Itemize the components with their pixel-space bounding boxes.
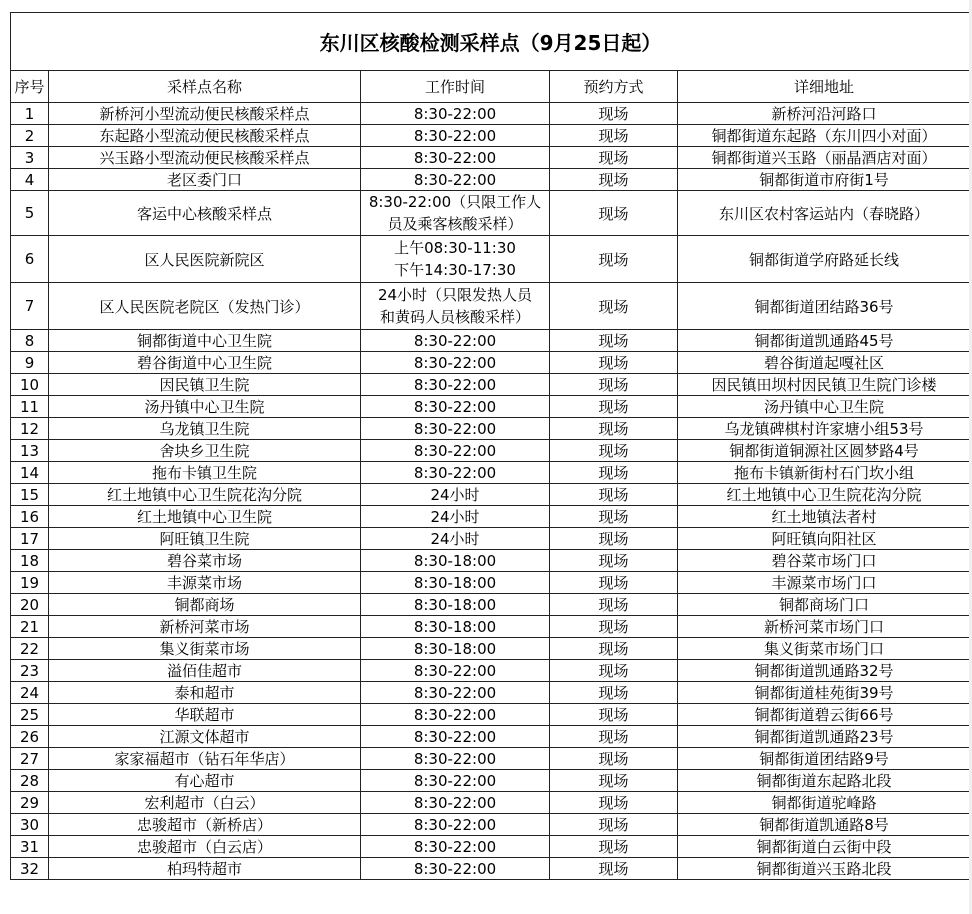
hours-line: 8:30-22:00 bbox=[413, 463, 497, 482]
cell-hours[interactable] bbox=[361, 125, 550, 147]
hours-line: 24小时（只限发热人员 bbox=[377, 286, 533, 304]
cell-booking[interactable]: 现场 bbox=[550, 748, 678, 770]
table-row bbox=[11, 236, 971, 283]
cell-no[interactable]: 13 bbox=[11, 440, 49, 462]
table-row bbox=[11, 330, 971, 352]
hours-line: 8:30-22:00 bbox=[413, 104, 497, 123]
table-row bbox=[11, 528, 971, 550]
cell-no[interactable]: 21 bbox=[11, 616, 49, 638]
cell-address[interactable]: 铜都街道团结路36号 bbox=[678, 283, 971, 330]
cell-address[interactable]: 集义街菜市场门口 bbox=[678, 638, 971, 660]
cell-booking[interactable]: 现场 bbox=[550, 638, 678, 660]
table-row bbox=[11, 283, 971, 330]
cell-address[interactable]: 铜都街道市府街1号 bbox=[678, 169, 971, 191]
cell-hours[interactable] bbox=[361, 169, 550, 191]
hours-line: 8:30-22:00 bbox=[413, 771, 497, 790]
table-row bbox=[11, 374, 971, 396]
cell-hours[interactable] bbox=[361, 748, 550, 770]
hours-line: 员及乘客核酸采样） bbox=[387, 215, 523, 233]
cell-booking[interactable]: 现场 bbox=[550, 462, 678, 484]
cell-hours[interactable] bbox=[361, 330, 550, 352]
cell-address[interactable]: 乌龙镇碑棋村许家塘小组53号 bbox=[678, 418, 971, 440]
cell-site-name[interactable]: 柏玛特超市 bbox=[49, 858, 361, 880]
cell-address[interactable]: 铜都街道碧云街66号 bbox=[678, 704, 971, 726]
cell-site-name[interactable]: 集义街菜市场 bbox=[49, 638, 361, 660]
table-row bbox=[11, 418, 971, 440]
cell-site-name[interactable]: 铜都街道中心卫生院 bbox=[49, 330, 361, 352]
hours-line: 8:30-22:00 bbox=[413, 353, 497, 372]
cell-no[interactable]: 6 bbox=[11, 236, 49, 283]
hours-line: 24小时 bbox=[430, 486, 480, 504]
cell-site-name[interactable]: 铜都商场 bbox=[49, 594, 361, 616]
cell-no[interactable]: 9 bbox=[11, 352, 49, 374]
cell-booking[interactable]: 现场 bbox=[550, 236, 678, 283]
cell-booking[interactable]: 现场 bbox=[550, 726, 678, 748]
cell-site-name[interactable]: 宏利超市（白云） bbox=[49, 792, 361, 814]
cell-hours[interactable] bbox=[361, 594, 550, 616]
cell-address[interactable]: 丰源菜市场门口 bbox=[678, 572, 971, 594]
cell-address[interactable]: 铜都商场门口 bbox=[678, 594, 971, 616]
cell-booking[interactable]: 现场 bbox=[550, 704, 678, 726]
cell-address[interactable]: 铜都街道凯通路32号 bbox=[678, 660, 971, 682]
cell-address[interactable]: 碧谷街道起嘎社区 bbox=[678, 352, 971, 374]
table-row bbox=[11, 125, 971, 147]
sampling-sites-table bbox=[10, 12, 971, 880]
cell-address[interactable]: 铜都街道桂苑街39号 bbox=[678, 682, 971, 704]
cell-no[interactable]: 11 bbox=[11, 396, 49, 418]
cell-hours[interactable] bbox=[361, 352, 550, 374]
cell-booking[interactable]: 现场 bbox=[550, 440, 678, 462]
hours-line: 8:30-18:00 bbox=[413, 551, 497, 570]
cell-site-name[interactable]: 客运中心核酸采样点 bbox=[49, 191, 361, 236]
cell-booking[interactable]: 现场 bbox=[550, 572, 678, 594]
cell-hours[interactable] bbox=[361, 836, 550, 858]
cell-no[interactable]: 2 bbox=[11, 125, 49, 147]
cell-hours[interactable] bbox=[361, 191, 550, 236]
cell-address[interactable]: 铜都街道铜源社区圆梦路4号 bbox=[678, 440, 971, 462]
cell-booking[interactable]: 现场 bbox=[550, 125, 678, 147]
hours-line: 8:30-22:00 bbox=[413, 749, 497, 768]
hours-line: 8:30-22:00 bbox=[413, 793, 497, 812]
cell-booking[interactable]: 现场 bbox=[550, 836, 678, 858]
cell-booking[interactable]: 现场 bbox=[550, 103, 678, 125]
cell-booking[interactable]: 现场 bbox=[550, 770, 678, 792]
cell-site-name[interactable]: 忠骏超市（新桥店） bbox=[49, 814, 361, 836]
cell-hours[interactable] bbox=[361, 638, 550, 660]
cell-address[interactable]: 新桥河菜市场门口 bbox=[678, 616, 971, 638]
hours-line: 8:30-22:00 bbox=[413, 705, 497, 724]
cell-booking[interactable]: 现场 bbox=[550, 616, 678, 638]
row-header-strip bbox=[0, 0, 10, 914]
cell-no[interactable]: 14 bbox=[11, 462, 49, 484]
cell-no[interactable]: 26 bbox=[11, 726, 49, 748]
table-row bbox=[11, 814, 971, 836]
table-row bbox=[11, 506, 971, 528]
cell-no[interactable]: 25 bbox=[11, 704, 49, 726]
cell-no[interactable]: 4 bbox=[11, 169, 49, 191]
table-row bbox=[11, 147, 971, 169]
cell-hours[interactable] bbox=[361, 726, 550, 748]
hours-line: 8:30-22:00 bbox=[413, 683, 497, 702]
cell-site-name[interactable]: 因民镇卫生院 bbox=[49, 374, 361, 396]
hours-line: 8:30-22:00 bbox=[413, 859, 497, 878]
table-row bbox=[11, 616, 971, 638]
cell-booking[interactable]: 现场 bbox=[550, 147, 678, 169]
cell-no[interactable]: 15 bbox=[11, 484, 49, 506]
cell-no[interactable]: 19 bbox=[11, 572, 49, 594]
cell-site-name[interactable]: 老区委门口 bbox=[49, 169, 361, 191]
cell-hours[interactable] bbox=[361, 506, 550, 528]
cell-site-name[interactable]: 东起路小型流动便民核酸采样点 bbox=[49, 125, 361, 147]
cell-no[interactable]: 18 bbox=[11, 550, 49, 572]
cell-hours[interactable] bbox=[361, 440, 550, 462]
cell-hours[interactable] bbox=[361, 704, 550, 726]
cell-address[interactable]: 因民镇田坝村因民镇卫生院门诊楼 bbox=[678, 374, 971, 396]
cell-hours[interactable] bbox=[361, 528, 550, 550]
cell-booking[interactable]: 现场 bbox=[550, 506, 678, 528]
table-row bbox=[11, 660, 971, 682]
cell-site-name[interactable]: 华联超市 bbox=[49, 704, 361, 726]
cell-hours[interactable] bbox=[361, 792, 550, 814]
hours-line: 8:30-22:00 bbox=[413, 375, 497, 394]
hours-line: 8:30-22:00（只限工作人 bbox=[368, 193, 542, 211]
cell-no[interactable]: 23 bbox=[11, 660, 49, 682]
cell-no[interactable]: 27 bbox=[11, 748, 49, 770]
hours-line: 下午14:30-17:30 bbox=[394, 261, 516, 279]
cell-no[interactable]: 17 bbox=[11, 528, 49, 550]
table-row bbox=[11, 858, 971, 880]
cell-booking[interactable]: 现场 bbox=[550, 550, 678, 572]
hours-line: 8:30-22:00 bbox=[413, 148, 497, 167]
cell-site-name[interactable]: 拖布卡镇卫生院 bbox=[49, 462, 361, 484]
hours-line: 24小时 bbox=[430, 508, 480, 526]
cell-hours[interactable] bbox=[361, 418, 550, 440]
hours-line: 8:30-22:00 bbox=[413, 661, 497, 680]
cell-address[interactable]: 铜都街道团结路9号 bbox=[678, 748, 971, 770]
header-booking[interactable]: 预约方式 bbox=[550, 71, 678, 103]
hours-line: 8:30-18:00 bbox=[413, 595, 497, 614]
table-row bbox=[11, 638, 971, 660]
table-row bbox=[11, 748, 971, 770]
cell-hours[interactable] bbox=[361, 103, 550, 125]
cell-site-name[interactable]: 有心超市 bbox=[49, 770, 361, 792]
hours-line: 8:30-22:00 bbox=[413, 126, 497, 145]
table-row bbox=[11, 792, 971, 814]
cell-no[interactable]: 5 bbox=[11, 191, 49, 236]
cell-booking[interactable]: 现场 bbox=[550, 660, 678, 682]
table-row bbox=[11, 191, 971, 236]
cell-site-name[interactable]: 舍块乡卫生院 bbox=[49, 440, 361, 462]
cell-site-name[interactable]: 区人民医院新院区 bbox=[49, 236, 361, 283]
table-row bbox=[11, 550, 971, 572]
cell-booking[interactable]: 现场 bbox=[550, 682, 678, 704]
cell-booking[interactable]: 现场 bbox=[550, 191, 678, 236]
hours-line: 8:30-22:00 bbox=[413, 727, 497, 746]
hours-line: 24小时 bbox=[430, 530, 480, 548]
cell-booking[interactable]: 现场 bbox=[550, 858, 678, 880]
cell-address[interactable]: 铜都街道凯通路23号 bbox=[678, 726, 971, 748]
cell-site-name[interactable]: 阿旺镇卫生院 bbox=[49, 528, 361, 550]
cell-site-name[interactable]: 江源文体超市 bbox=[49, 726, 361, 748]
cell-address[interactable]: 新桥河沿河路口 bbox=[678, 103, 971, 125]
cell-hours[interactable] bbox=[361, 858, 550, 880]
header-hours[interactable]: 工作时间 bbox=[361, 71, 550, 103]
cell-no[interactable]: 3 bbox=[11, 147, 49, 169]
cell-address[interactable]: 铜都街道兴玉路（丽晶酒店对面） bbox=[678, 147, 971, 169]
hours-line: 8:30-22:00 bbox=[413, 331, 497, 350]
table-row bbox=[11, 103, 971, 125]
header-no[interactable]: 序号 bbox=[11, 71, 49, 103]
cell-site-name[interactable]: 兴玉路小型流动便民核酸采样点 bbox=[49, 147, 361, 169]
cell-no[interactable]: 8 bbox=[11, 330, 49, 352]
cell-no[interactable]: 20 bbox=[11, 594, 49, 616]
cell-booking[interactable]: 现场 bbox=[550, 396, 678, 418]
cell-booking[interactable]: 现场 bbox=[550, 792, 678, 814]
cell-booking[interactable]: 现场 bbox=[550, 283, 678, 330]
table-row bbox=[11, 594, 971, 616]
hours-line: 8:30-22:00 bbox=[413, 170, 497, 189]
cell-hours[interactable] bbox=[361, 462, 550, 484]
table-row bbox=[11, 462, 971, 484]
hours-line: 8:30-18:00 bbox=[413, 617, 497, 636]
table-row bbox=[11, 169, 971, 191]
table-row bbox=[11, 572, 971, 594]
cell-no[interactable]: 31 bbox=[11, 836, 49, 858]
cell-site-name[interactable]: 汤丹镇中心卫生院 bbox=[49, 396, 361, 418]
header-row bbox=[11, 71, 971, 103]
hours-line: 上午08:30-11:30 bbox=[394, 239, 516, 257]
cell-site-name[interactable]: 乌龙镇卫生院 bbox=[49, 418, 361, 440]
cell-address[interactable]: 铜都街道白云街中段 bbox=[678, 836, 971, 858]
table-row bbox=[11, 770, 971, 792]
cell-booking[interactable]: 现场 bbox=[550, 169, 678, 191]
cell-site-name[interactable]: 泰和超市 bbox=[49, 682, 361, 704]
cell-address[interactable]: 铜都街道东起路北段 bbox=[678, 770, 971, 792]
hours-line: 8:30-18:00 bbox=[413, 573, 497, 592]
cell-address[interactable]: 阿旺镇向阳社区 bbox=[678, 528, 971, 550]
cell-hours[interactable] bbox=[361, 660, 550, 682]
cell-hours[interactable] bbox=[361, 396, 550, 418]
cell-address[interactable]: 铜都街道凯通路8号 bbox=[678, 814, 971, 836]
cell-hours[interactable] bbox=[361, 814, 550, 836]
cell-no[interactable]: 30 bbox=[11, 814, 49, 836]
table-row bbox=[11, 484, 971, 506]
cell-no[interactable]: 32 bbox=[11, 858, 49, 880]
cell-address[interactable]: 铜都街道东起路（东川四小对面） bbox=[678, 125, 971, 147]
cell-hours[interactable] bbox=[361, 236, 550, 283]
cell-address[interactable]: 铜都街道驼峰路 bbox=[678, 792, 971, 814]
table-row bbox=[11, 682, 971, 704]
cell-address[interactable]: 东川区农村客运站内（春晓路） bbox=[678, 191, 971, 236]
table-row bbox=[11, 396, 971, 418]
cell-address[interactable]: 红土地镇中心卫生院花沟分院 bbox=[678, 484, 971, 506]
hours-line: 8:30-22:00 bbox=[413, 837, 497, 856]
cell-no[interactable]: 16 bbox=[11, 506, 49, 528]
cell-booking[interactable]: 现场 bbox=[550, 352, 678, 374]
cell-booking[interactable]: 现场 bbox=[550, 594, 678, 616]
cell-site-name[interactable]: 碧谷街道中心卫生院 bbox=[49, 352, 361, 374]
table-title[interactable]: 东川区核酸检测采样点（9月25日起） bbox=[11, 13, 971, 71]
table-row bbox=[11, 704, 971, 726]
cell-no[interactable]: 7 bbox=[11, 283, 49, 330]
table-row bbox=[11, 726, 971, 748]
cell-site-name[interactable]: 红土地镇中心卫生院花沟分院 bbox=[49, 484, 361, 506]
cell-address[interactable]: 汤丹镇中心卫生院 bbox=[678, 396, 971, 418]
cell-booking[interactable]: 现场 bbox=[550, 814, 678, 836]
cell-address[interactable]: 铜都街道兴玉路北段 bbox=[678, 858, 971, 880]
cell-address[interactable]: 铜都街道凯通路45号 bbox=[678, 330, 971, 352]
cell-site-name[interactable]: 红土地镇中心卫生院 bbox=[49, 506, 361, 528]
hours-line: 8:30-22:00 bbox=[413, 419, 497, 438]
cell-hours[interactable] bbox=[361, 374, 550, 396]
cell-site-name[interactable]: 区人民医院老院区（发热门诊） bbox=[49, 283, 361, 330]
cell-address[interactable]: 碧谷菜市场门口 bbox=[678, 550, 971, 572]
cell-site-name[interactable]: 新桥河菜市场 bbox=[49, 616, 361, 638]
table-row bbox=[11, 440, 971, 462]
cell-address[interactable]: 红土地镇法者村 bbox=[678, 506, 971, 528]
cell-booking[interactable]: 现场 bbox=[550, 330, 678, 352]
cell-address[interactable]: 拖布卡镇新街村石门坎小组 bbox=[678, 462, 971, 484]
cell-no[interactable]: 24 bbox=[11, 682, 49, 704]
cell-hours[interactable] bbox=[361, 616, 550, 638]
cell-hours[interactable] bbox=[361, 572, 550, 594]
hours-line: 和黄码人员核酸采样） bbox=[379, 308, 530, 326]
cell-no[interactable]: 22 bbox=[11, 638, 49, 660]
cell-site-name[interactable]: 丰源菜市场 bbox=[49, 572, 361, 594]
header-site-name[interactable]: 采样点名称 bbox=[49, 71, 361, 103]
cell-site-name[interactable]: 碧谷菜市场 bbox=[49, 550, 361, 572]
cell-no[interactable]: 12 bbox=[11, 418, 49, 440]
hours-line: 8:30-22:00 bbox=[413, 397, 497, 416]
cell-address[interactable]: 铜都街道学府路延长线 bbox=[678, 236, 971, 283]
hours-line: 8:30-22:00 bbox=[413, 441, 497, 460]
cell-booking[interactable]: 现场 bbox=[550, 484, 678, 506]
cell-hours[interactable] bbox=[361, 550, 550, 572]
cell-site-name[interactable]: 溢佰佳超市 bbox=[49, 660, 361, 682]
cell-booking[interactable]: 现场 bbox=[550, 528, 678, 550]
cell-site-name[interactable]: 新桥河小型流动便民核酸采样点 bbox=[49, 103, 361, 125]
cell-hours[interactable] bbox=[361, 484, 550, 506]
hours-line: 8:30-18:00 bbox=[413, 639, 497, 658]
header-address[interactable]: 详细地址 bbox=[678, 71, 971, 103]
cell-site-name[interactable]: 家家福超市（钻石年华店） bbox=[49, 748, 361, 770]
cell-booking[interactable]: 现场 bbox=[550, 374, 678, 396]
table-row bbox=[11, 836, 971, 858]
cell-no[interactable]: 10 bbox=[11, 374, 49, 396]
cell-hours[interactable] bbox=[361, 682, 550, 704]
hours-line: 8:30-22:00 bbox=[413, 815, 497, 834]
cell-no[interactable]: 29 bbox=[11, 792, 49, 814]
cell-booking[interactable]: 现场 bbox=[550, 418, 678, 440]
cell-no[interactable]: 28 bbox=[11, 770, 49, 792]
cell-hours[interactable] bbox=[361, 770, 550, 792]
cell-site-name[interactable]: 忠骏超市（白云店） bbox=[49, 836, 361, 858]
cell-no[interactable]: 1 bbox=[11, 103, 49, 125]
cell-hours[interactable] bbox=[361, 283, 550, 330]
table-row bbox=[11, 352, 971, 374]
cell-hours[interactable] bbox=[361, 147, 550, 169]
